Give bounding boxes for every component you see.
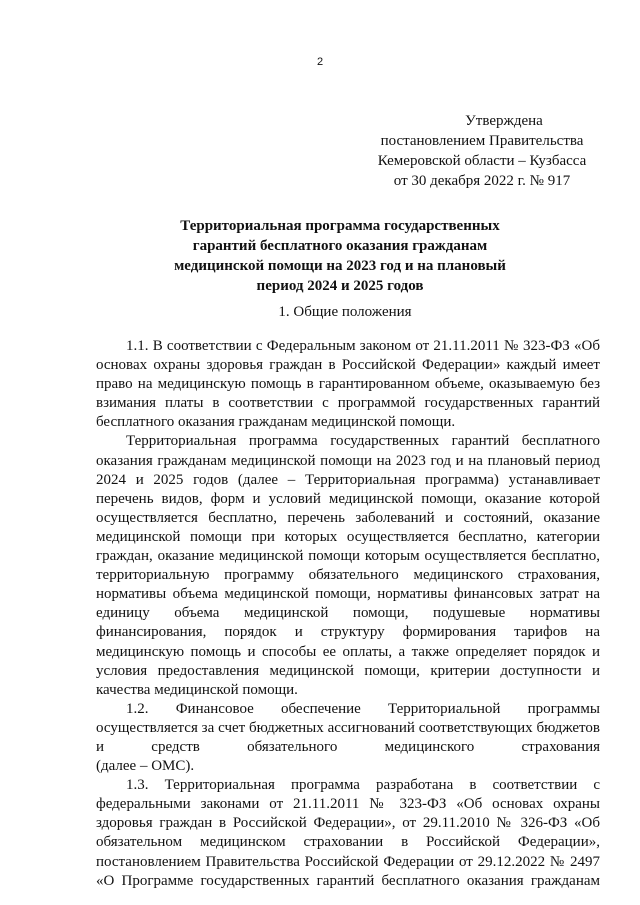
title-line: медицинской помощи на 2023 год и на плановый [174,258,506,274]
text-line: 1.1. В соответствии с Федеральным законом от 21.11.2011 № 323-ФЗ «Об [126,338,600,354]
text-line: медицинской помощи при которых осуществляется бесплатно, категории [96,528,600,545]
text-line: оказания гражданам медицинской помощи на 2023 год и на плановый период [96,452,600,469]
text-line: 1.2. Финансовое обеспечение Территориальной программы [126,700,600,717]
text-line: перечень видов, форм и условий медицинской помощи, оказание которой [96,490,600,507]
text-line: и средств обязательного медицинского страхования [96,738,600,755]
text-line: 2024 и 2025 годов (далее – Территориальная программа) устанавливает [96,471,600,488]
approval-line: постановлением Правительства [380,133,584,149]
text-line: постановлением Правительства Российской Федерации от 29.12.2022 № 2497 [96,853,600,870]
paragraph-1-2 [96,700,600,776]
approval-line: Кемеровской области – Кузбасса [377,153,587,169]
text-line: территориальную программу обязательного медицинского страхования, [96,567,600,584]
text-line: осуществляется за счет бюджетных ассигнований соответствующих бюджетов [96,719,600,736]
title-line: Территориальная программа государственных [180,218,500,234]
document-title [160,216,520,296]
page-number: 2 [316,56,324,68]
text-line: граждан, оказание медицинской помощи которым осуществляется бесплатно, [96,548,600,565]
text-line: здоровья граждан в Российской Федерации», от 29.11.2010 № 326-ФЗ «Об [96,815,600,832]
section-heading: 1. Общие положения [278,304,412,320]
text-line: качества медицинской помощи. [96,681,298,698]
text-line: «О Программе государственных гарантий бесплатного оказания гражданам [96,872,600,889]
text-line: 1.3. Территориальная программа разработана в соответствии с [126,777,600,794]
text-line: бесплатного оказания гражданам медицинской помощи. [96,414,456,431]
body-text [96,337,600,891]
text-line: единицу объема медицинской помощи, подушевые нормативы [96,605,600,622]
approval-block [352,111,612,191]
text-line: медицинскую помощь и способы ее оплаты, а также определяет порядок и [96,643,600,660]
text-line: нормативы объема медицинской помощи, нормативы финансовых затрат на [96,586,600,603]
text-line: (далее – ОМС). [96,758,195,775]
paragraph-1-1 [96,337,600,432]
text-line: основах охраны здоровья граждан в Российской Федерации» каждый имеет [96,357,600,374]
paragraph-1-3 [96,776,600,891]
text-line: обязательном медицинском страховании в Российской Федерации», [96,834,600,851]
text-line: Территориальная программа государственных гарантий бесплатного [126,433,600,450]
text-line: условия предоставления медицинской помощи, критерии доступности и [96,662,600,679]
text-line: право на медицинскую помощь в гарантированном объеме, оказываемую без [96,376,600,393]
text-line: федеральными законами от 21.11.2011 № 323-ФЗ «Об основах охраны [96,796,600,813]
approval-line: Утверждена [465,113,543,129]
text-line: взимания платы в соответствии с программой государственных гарантий [96,395,600,412]
text-line: финансирования, порядок и структуру формирования тарифов на [96,624,600,641]
text-line: осуществляется бесплатно, перечень заболеваний и состояний, оказание [96,509,600,526]
title-line: гарантий бесплатного оказания гражданам [192,238,488,254]
paragraph-program-scope [96,432,600,699]
title-line: период 2024 и 2025 годов [256,278,424,294]
approval-line: от 30 декабря 2022 г. № 917 [393,173,571,189]
